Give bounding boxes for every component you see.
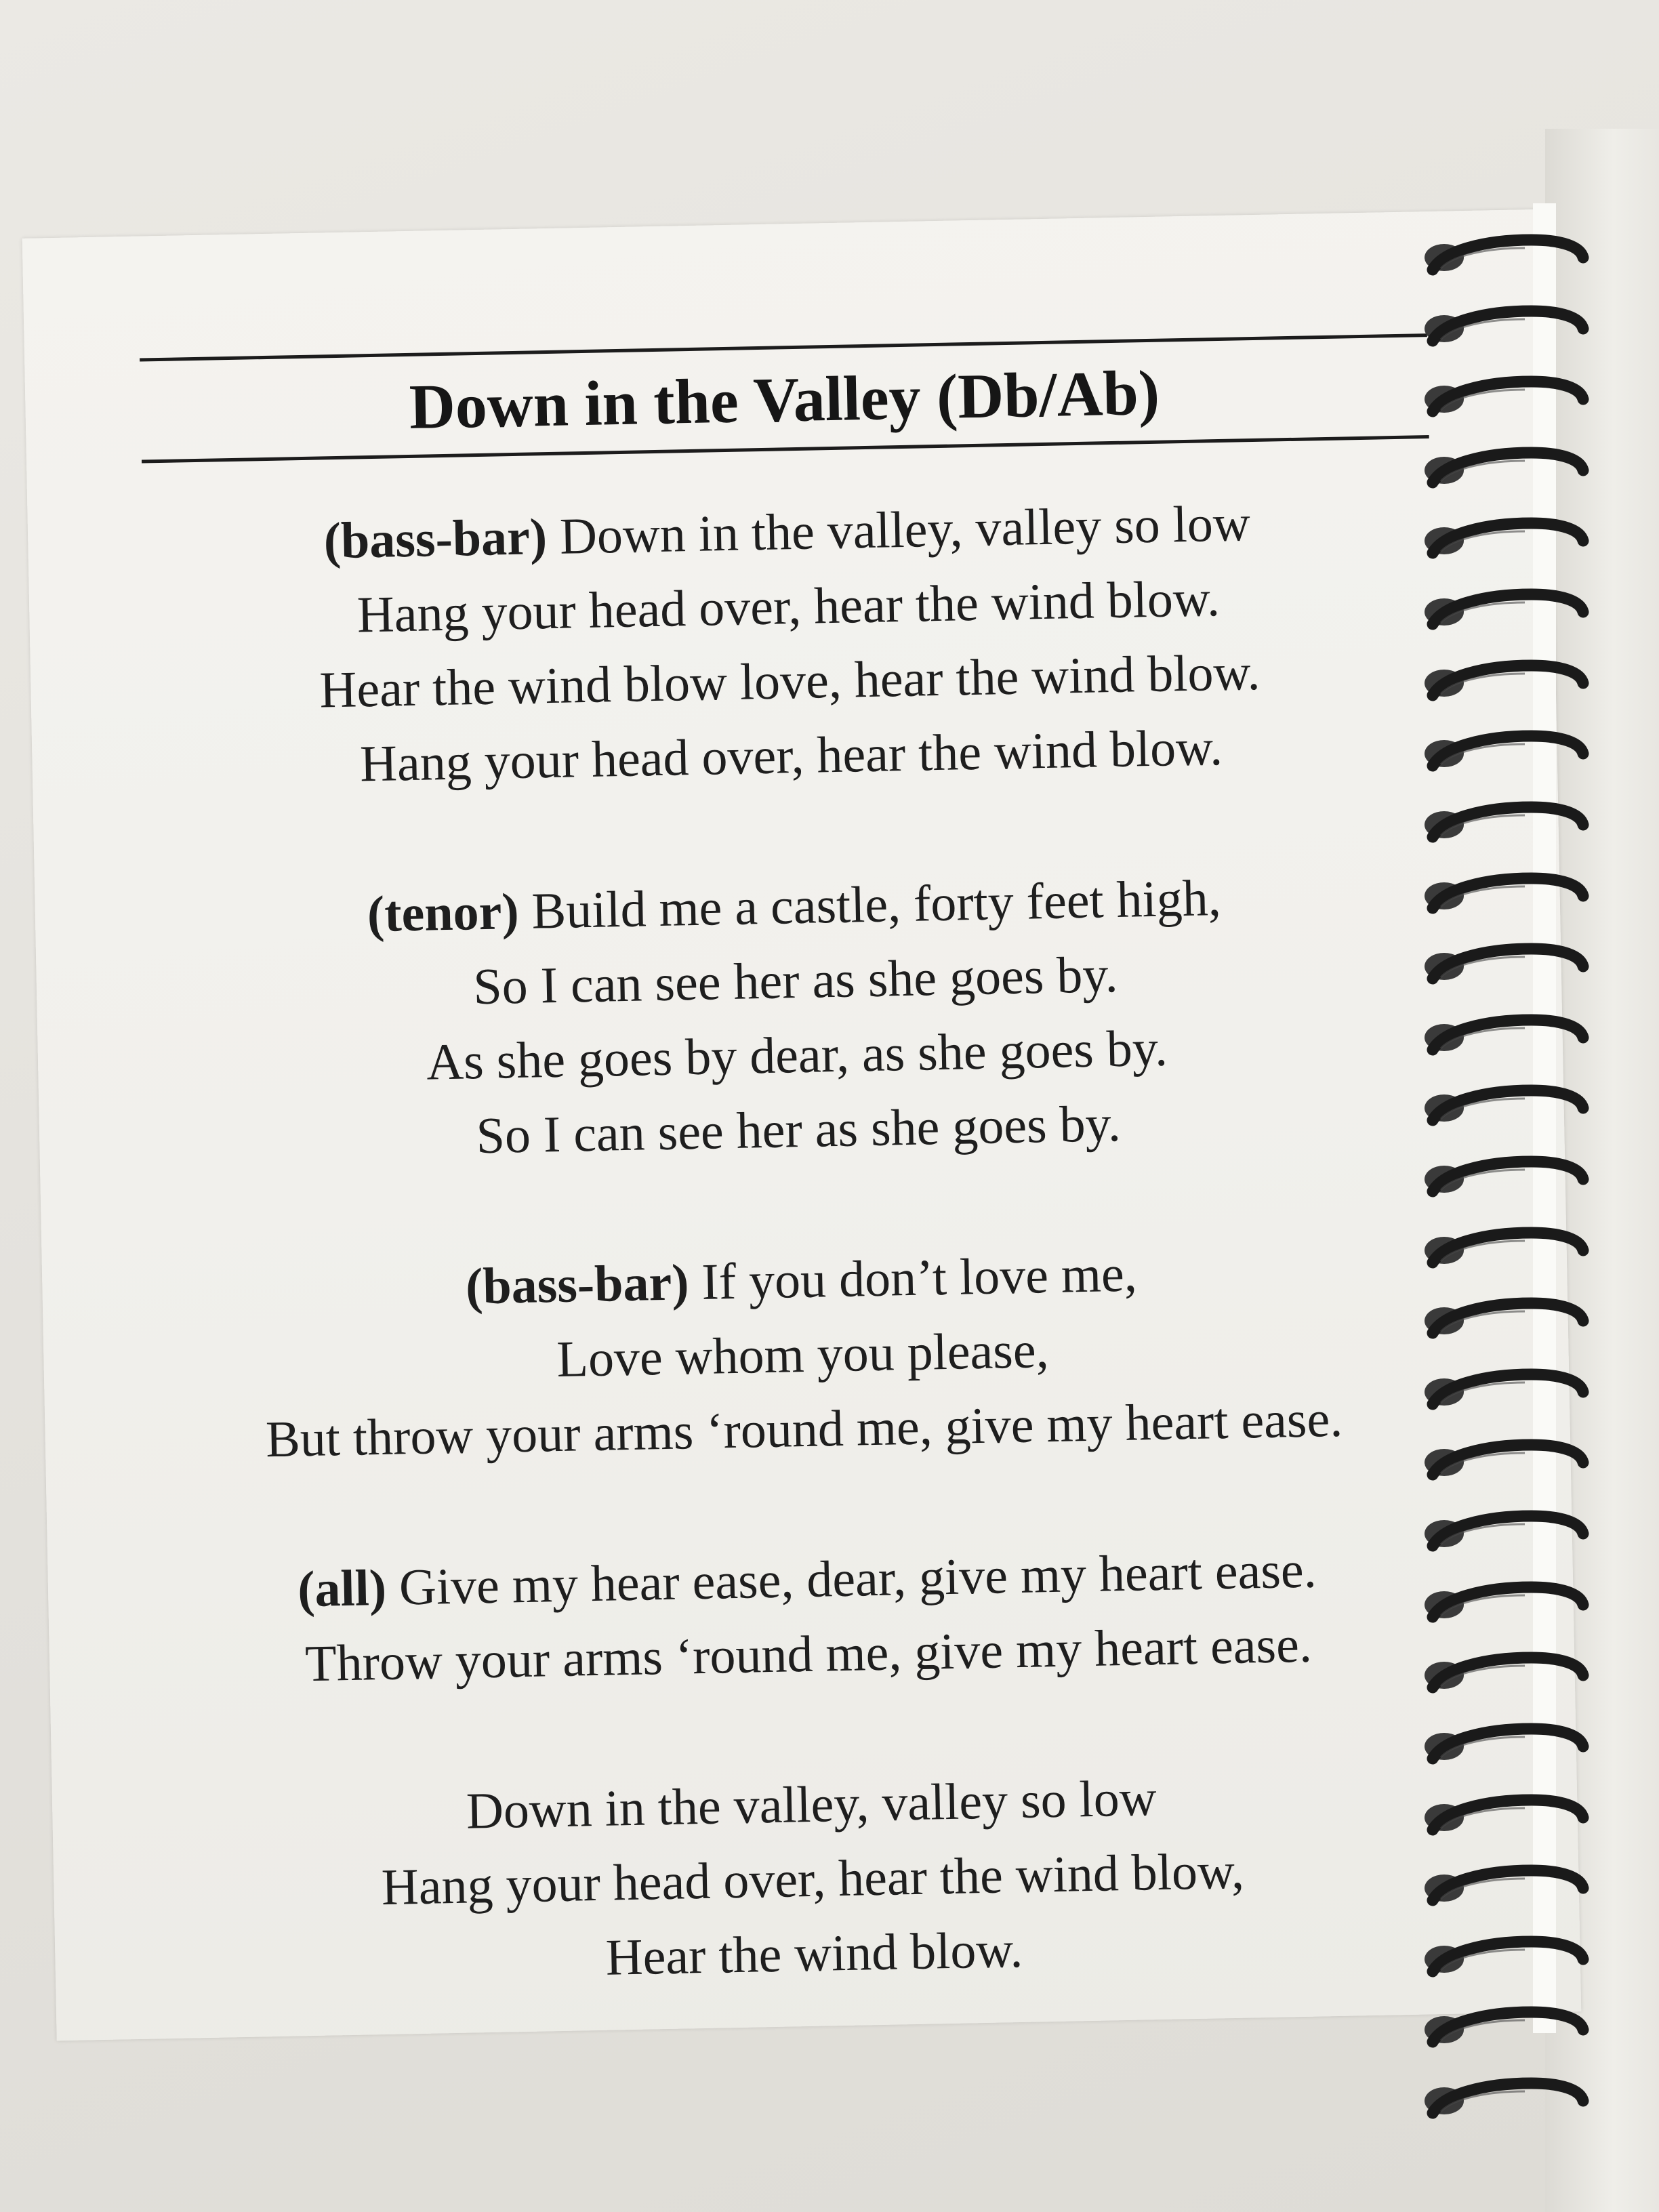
songbook-page <box>22 209 1582 2041</box>
binding-coil <box>1423 1223 1599 1276</box>
binding-coil <box>1423 2003 1599 2055</box>
binding-coil <box>1423 1719 1599 1772</box>
lyric-line: Hear the wind blow. <box>605 1921 1024 1986</box>
stanza <box>129 1530 1487 1704</box>
binding-coil <box>1423 443 1599 496</box>
lyric-line: So I can see her as she goes by. <box>472 946 1119 1016</box>
binding-coil <box>1423 1507 1599 1559</box>
binding-coil <box>1423 869 1599 922</box>
song-title: Down in the Valley (Db/Ab) <box>408 357 1161 443</box>
binding-coil <box>1423 1790 1599 1843</box>
binding-coil <box>1423 302 1599 354</box>
lyric-line: So I can see her as she goes by. <box>475 1094 1122 1165</box>
spiral-binding <box>1396 203 1659 2142</box>
stanza <box>123 1230 1483 1479</box>
binding-coil <box>1423 514 1599 567</box>
binding-coil <box>1423 1648 1599 1701</box>
lyric-text: Down in the valley, valley so low <box>546 495 1251 566</box>
binding-coil <box>1423 230 1599 283</box>
voice-part-label: (bass-bar) <box>323 508 548 570</box>
stanza <box>116 856 1477 1180</box>
lyric-text: Build me a castle, forty feet high, <box>518 869 1222 940</box>
binding-coil <box>1423 585 1599 638</box>
lyric-line: As she goes by dear, as she goes by. <box>426 1019 1168 1091</box>
lyric-line: Hear the wind blow love, hear the wind blow. <box>319 643 1261 719</box>
lyric-line: Love whom you please, <box>556 1322 1050 1388</box>
binding-coil <box>1423 1010 1599 1063</box>
lyric-line: Throw your arms ‘round me, give my heart ease. <box>304 1616 1313 1693</box>
lyric-text: If you don’t love me, <box>688 1245 1138 1311</box>
stanza <box>133 1755 1492 2004</box>
voice-part-label: (all) <box>297 1559 387 1618</box>
binding-coil <box>1423 939 1599 992</box>
binding-coil <box>1423 1365 1599 1418</box>
binding-coil <box>1423 1932 1599 1985</box>
stanza <box>108 482 1469 806</box>
lyric-line: But throw your arms ‘round me, give my heart ease. <box>265 1390 1343 1469</box>
binding-coil <box>1423 1435 1599 1488</box>
lyric-line: Hang your head over, hear the wind blow. <box>356 570 1221 644</box>
binding-coil <box>1423 1081 1599 1134</box>
binding-coil <box>1423 726 1599 779</box>
binding-coil <box>1423 656 1599 709</box>
binding-coil <box>1423 372 1599 425</box>
binding-coil <box>1423 798 1599 851</box>
lyric-line: Hang your head over, hear the wind blow, <box>381 1842 1245 1917</box>
binding-coil <box>1423 1861 1599 1914</box>
binding-coil <box>1423 1578 1599 1631</box>
voice-part-label: (bass-bar) <box>465 1254 690 1315</box>
binding-coil <box>1423 1294 1599 1347</box>
binding-coil <box>1423 2074 1599 2127</box>
lyric-text: Give my hear ease, dear, give my heart ease. <box>386 1541 1317 1616</box>
binding-coil <box>1423 1152 1599 1205</box>
voice-part-label: (tenor) <box>367 882 520 943</box>
lyric-line: Down in the valley, valley so low <box>466 1769 1158 1840</box>
lyric-line: Hang your head over, hear the wind blow. <box>359 718 1223 793</box>
lyrics-body <box>108 482 1492 2004</box>
